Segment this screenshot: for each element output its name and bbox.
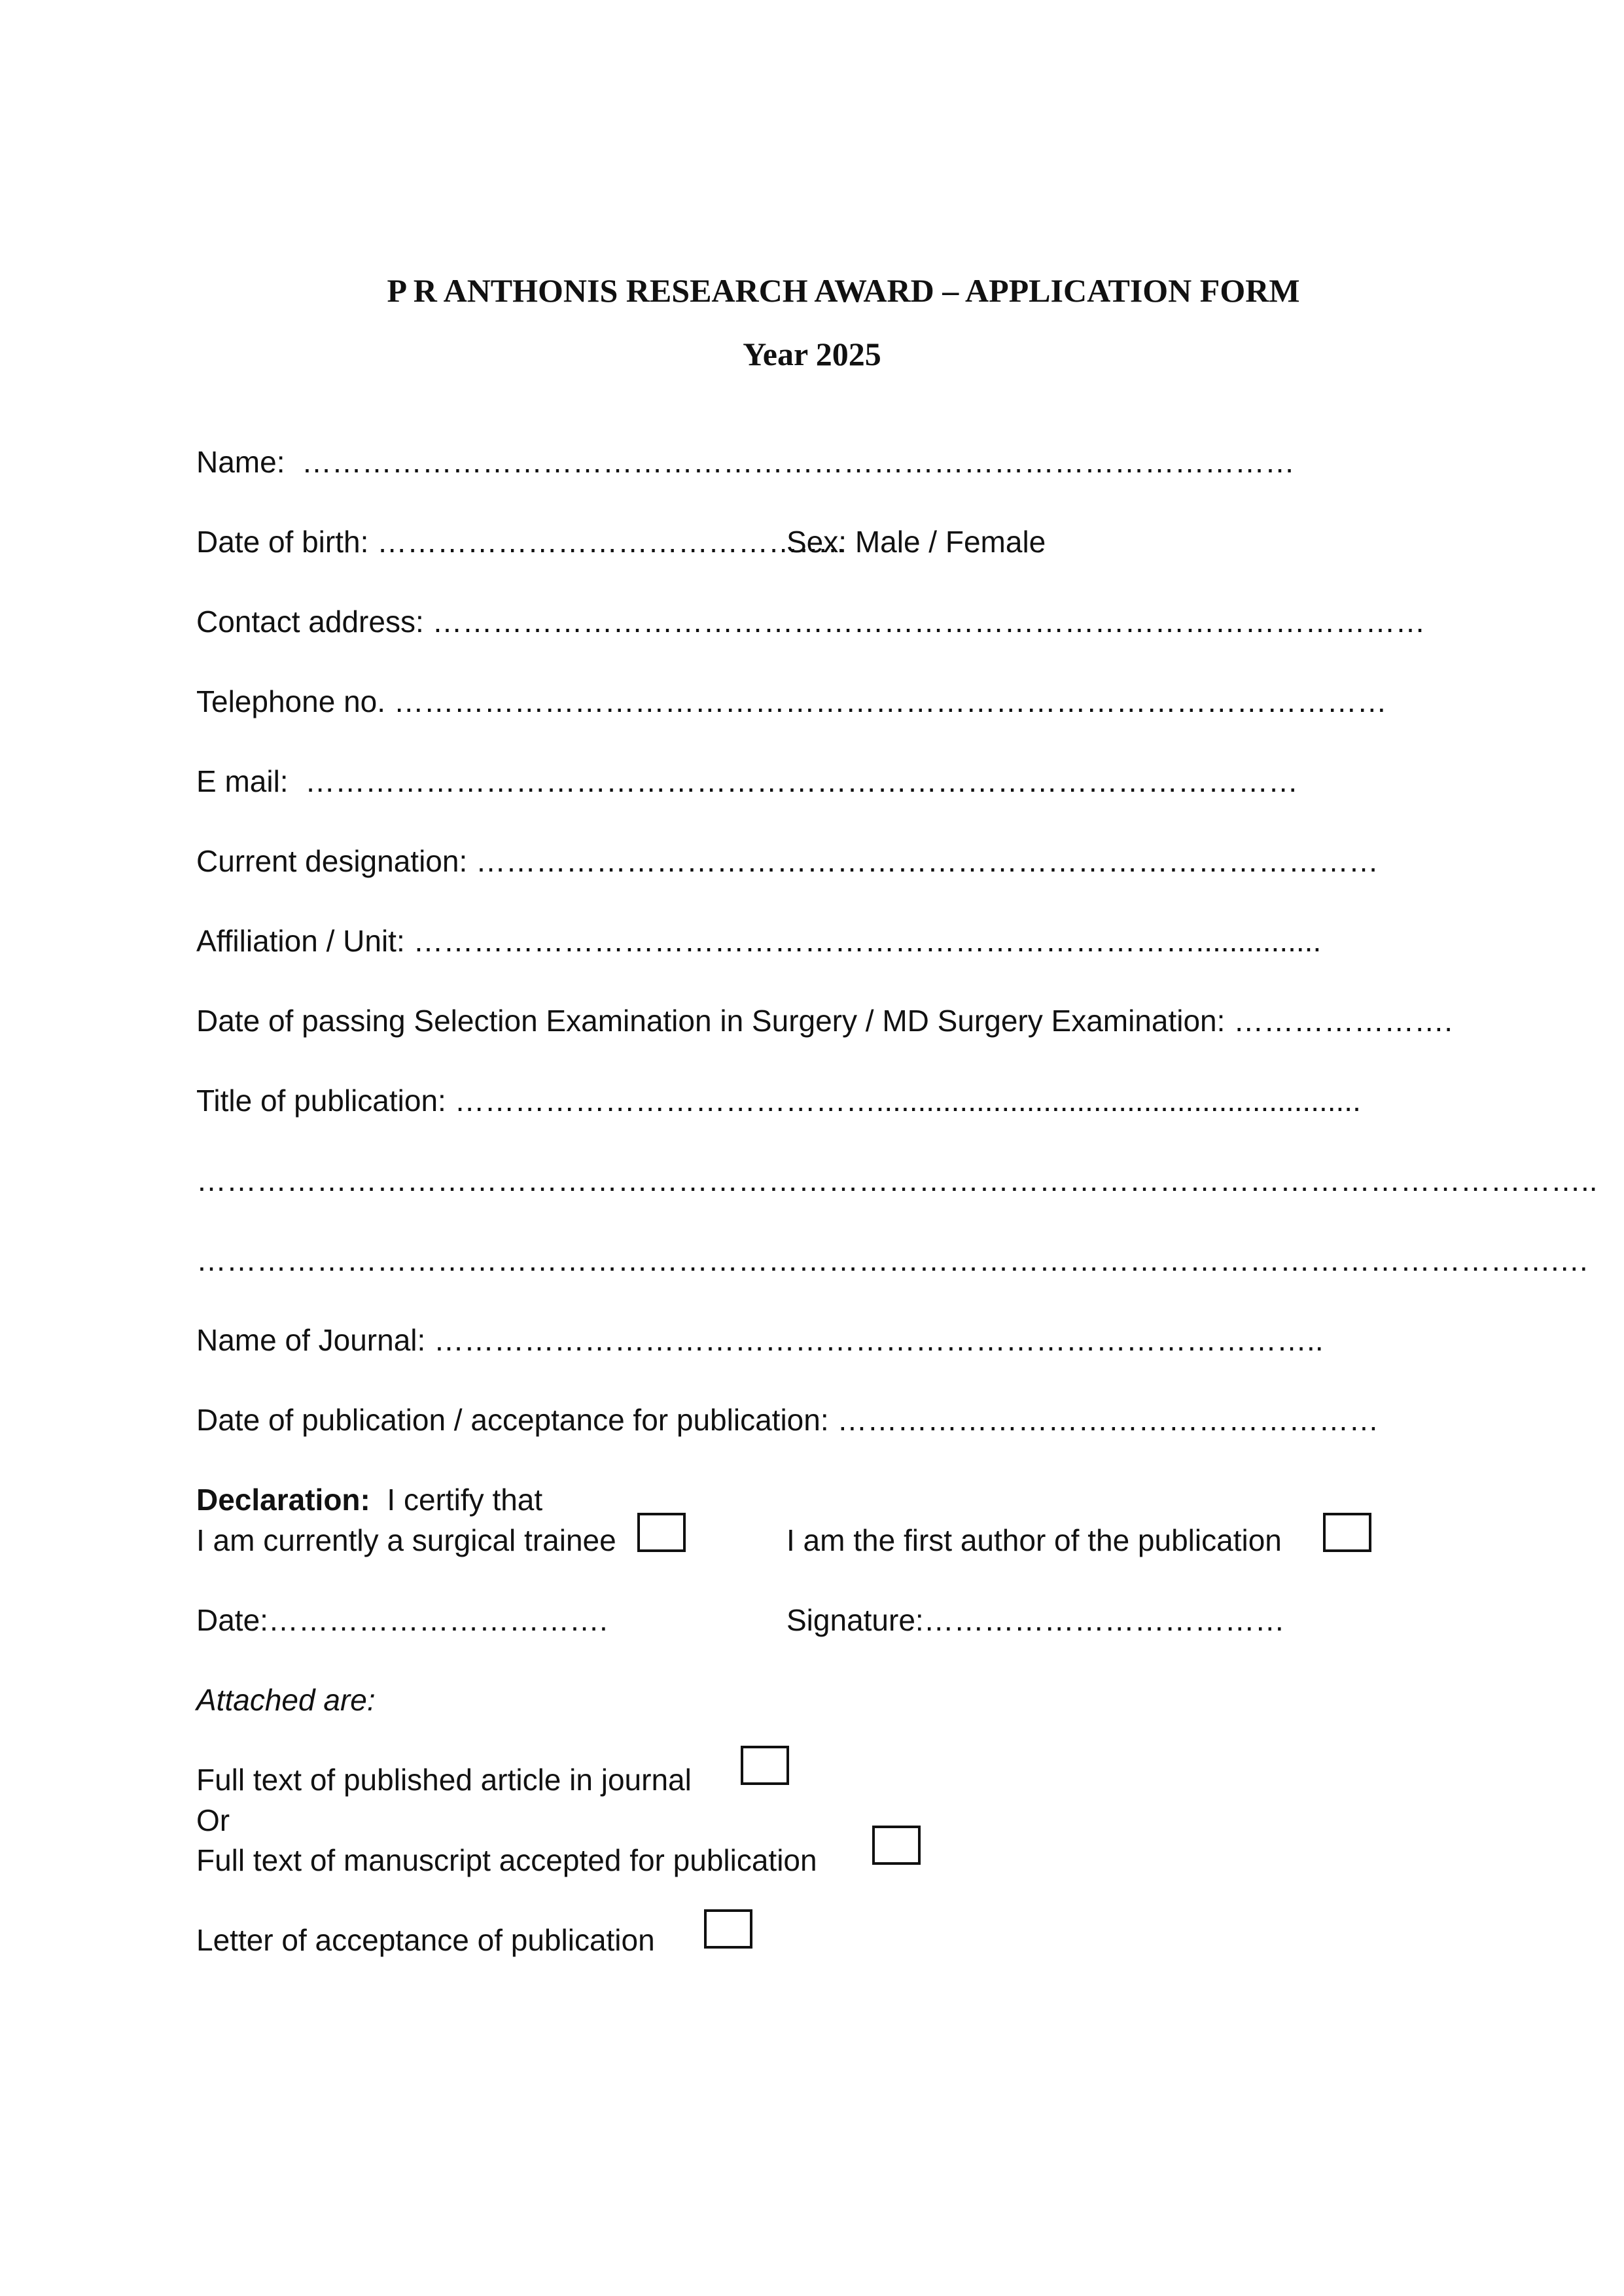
first-author-checkbox[interactable] [1323,1513,1371,1552]
acceptance-letter-checkbox[interactable] [704,1909,752,1949]
publication-date-field[interactable]: Date of publication / acceptance for publication: ……………………………………………… [196,1403,1379,1437]
or-label: Or [196,1803,230,1837]
email-field[interactable]: E mail: ……………………………………………………………………………………… [196,764,1299,798]
title-publication-field[interactable]: Title of publication: …………………………………….......................................................... [196,1084,1361,1118]
affiliation-field[interactable]: Affiliation / Unit: ……………………………………………………………………............... [196,924,1322,958]
title-publication-line-2[interactable]: ………………………………………………………………………………………………………………………….. [196,1163,1598,1197]
full-text-checkbox[interactable] [741,1746,789,1785]
journal-name-field[interactable]: Name of Journal: …………………………………………………………………………….. [196,1323,1324,1357]
acceptance-letter-label: Letter of acceptance of publication [196,1923,655,1957]
surgical-trainee-checkbox[interactable] [637,1513,686,1552]
telephone-field[interactable]: Telephone no. ……………………………………………………………………………………… [196,684,1387,718]
attachments-heading: Attached are: [196,1683,376,1717]
exam-date-field[interactable]: Date of passing Selection Examination in Surgery / MD Surgery Examination: …………………. [196,1004,1453,1038]
title-publication-line-3[interactable]: ……………………………………………………………………………………………………………………….… [196,1243,1589,1277]
contact-address-field[interactable]: Contact address: ……………………………………………………………………………………… [196,605,1426,639]
dob-field[interactable]: Date of birth: ……………………………………….. [196,525,845,559]
manuscript-checkbox[interactable] [872,1826,921,1865]
surgical-trainee-label: I am currently a surgical trainee [196,1523,616,1557]
declaration-heading: Declaration: [196,1483,370,1517]
declaration-line [196,1481,542,1518]
form-title: P R ANTHONIS RESEARCH AWARD – APPLICATION FORM [387,272,1300,309]
signature-field[interactable]: Signature:……………………………… [786,1603,1285,1637]
full-text-label: Full text of published article in journal [196,1763,692,1797]
date-field[interactable]: Date:……………………………. [196,1603,608,1637]
sex-field[interactable]: Sex: Male / Female [786,525,1046,559]
manuscript-label: Full text of manuscript accepted for publication [196,1843,817,1877]
first-author-label: I am the first author of the publication [786,1523,1282,1557]
declaration-intro: I certify that [370,1483,543,1517]
designation-field[interactable]: Current designation: ……………………………………………………………………………… [196,844,1379,878]
form-year: Year 2025 [743,336,881,372]
name-field[interactable]: Name: ……………………………………………………………………………………… [196,445,1296,479]
